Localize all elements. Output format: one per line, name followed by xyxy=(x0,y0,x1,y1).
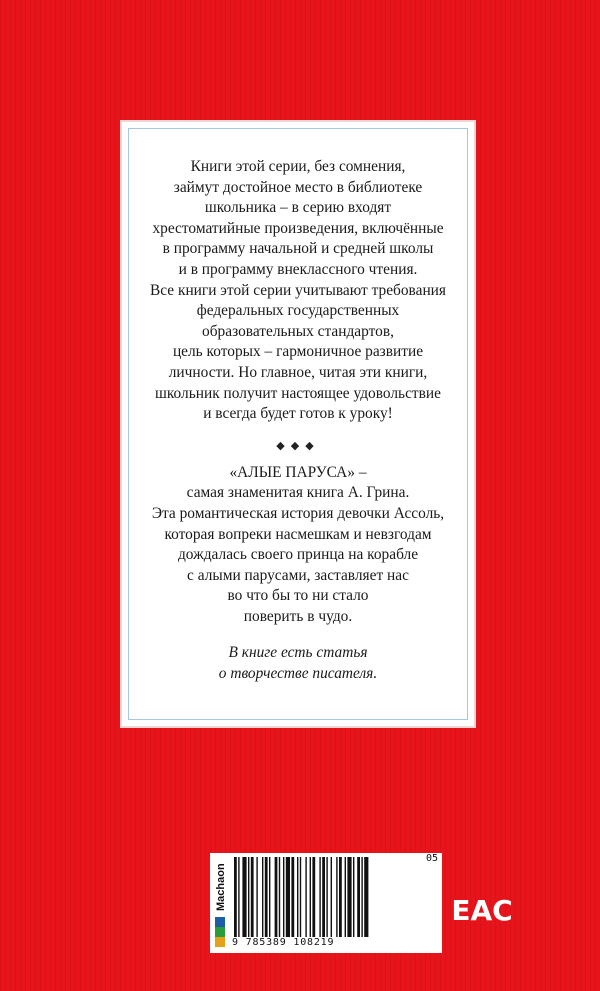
barcode-bar xyxy=(336,857,337,937)
book-description xyxy=(147,463,449,628)
publisher-name: Machaon xyxy=(215,863,227,911)
barcode-bar xyxy=(357,857,360,937)
text-line: Все книги этой серии учитывают требования xyxy=(150,281,446,299)
barcode-bar xyxy=(251,857,254,937)
text-line: которая вопреки насмешкам и невзгодам xyxy=(164,525,432,543)
barcode-bar xyxy=(234,857,237,937)
barcode-bar xyxy=(262,857,263,937)
series-description xyxy=(147,157,449,425)
barcode-bars xyxy=(232,857,438,937)
barcode-bar xyxy=(312,857,315,937)
barcode-bar xyxy=(361,857,362,937)
barcode-bar xyxy=(353,857,354,937)
article-note xyxy=(147,643,449,684)
barcode-bar xyxy=(345,857,346,937)
barcode-bar xyxy=(286,857,290,937)
text-line: и в программу внеклассного чтения. xyxy=(178,260,418,278)
barcode-bar xyxy=(297,857,298,937)
barcode-bar xyxy=(347,857,351,937)
barcode-bar xyxy=(364,857,368,937)
barcode-bar xyxy=(248,857,249,937)
text-line: образовательных стандартов, xyxy=(202,322,394,340)
text-line: с алыми парусами, заставляет нас xyxy=(187,566,409,584)
text-line: школьника – в серию входят xyxy=(204,199,392,217)
barcode-bar xyxy=(300,857,301,937)
isbn-digits: 9 785389 108219 xyxy=(232,937,335,948)
text-line: дождалась своего принца на корабле xyxy=(177,546,419,564)
text-line: поверить в чудо. xyxy=(243,607,353,625)
text-line: «АЛЫЕ ПАРУСА» – xyxy=(229,463,367,481)
text-line: во что бы то ни стало xyxy=(227,587,369,605)
text-line: хрестоматийные произведения, включённые xyxy=(152,219,444,237)
barcode-bar xyxy=(310,857,311,937)
text-line: в программу начальной и средней школы xyxy=(162,240,434,258)
barcode-bar xyxy=(319,857,320,937)
text-line: Книги этой серии, без сомнения, xyxy=(190,158,406,175)
eac-certification-mark xyxy=(451,892,513,927)
isbn-barcode xyxy=(210,853,442,953)
text-line: Эта романтическая история девочки Ассоль, xyxy=(151,504,445,522)
barcode-bar xyxy=(339,857,342,937)
text-line: и всегда будет готов к уроку! xyxy=(203,405,393,423)
barcode-bar xyxy=(279,857,280,937)
text-line: самая знаменитая книга А. Грина. xyxy=(186,484,410,502)
isbn-addon: 05 xyxy=(425,853,438,864)
barcode-bar xyxy=(291,857,294,937)
text-line: федеральных государственных xyxy=(196,302,400,320)
text-line: займут достойное место в библиотеке xyxy=(173,178,423,196)
diamond-divider: ◆◆◆ xyxy=(276,438,320,452)
barcode-bar xyxy=(238,857,239,937)
machaon-logo xyxy=(210,853,230,953)
barcode-bar xyxy=(283,857,284,937)
text-line: цель которых – гармоничное развитие xyxy=(172,343,424,361)
text-line: о творчестве писателя. xyxy=(218,665,378,683)
barcode-bar xyxy=(256,857,257,937)
barcode-bar xyxy=(326,857,327,937)
description-panel xyxy=(122,122,474,726)
barcode-bar xyxy=(242,857,246,937)
barcode-bar xyxy=(322,857,325,937)
description-frame xyxy=(128,128,468,720)
eac-text: EAC xyxy=(451,894,513,927)
text-line: школьник получит настоящее удовольствие xyxy=(155,384,441,402)
barcode-bar xyxy=(265,857,268,937)
text-line: личности. Но главное, читая эти книги, xyxy=(168,363,428,381)
barcode-bar xyxy=(331,857,332,937)
text-line: В книге есть статья xyxy=(228,644,368,662)
barcode-bar xyxy=(269,857,270,937)
barcode-bar xyxy=(275,857,278,937)
barcode-bar xyxy=(305,857,306,937)
